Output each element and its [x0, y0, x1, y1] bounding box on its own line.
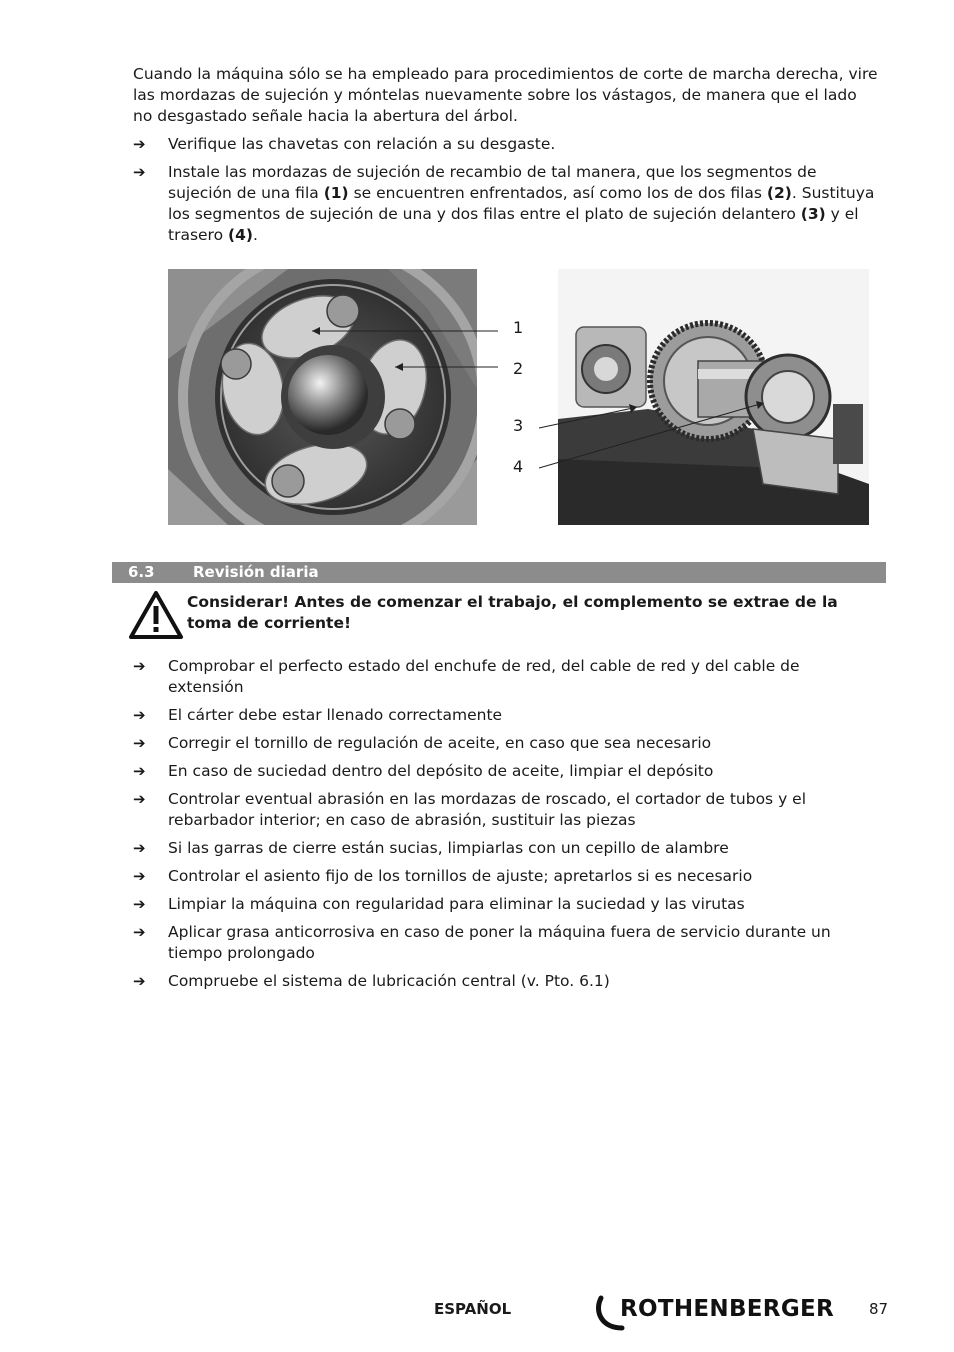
callout-ref-2: (2)	[766, 184, 792, 202]
arrow-bullet-icon: ➔	[133, 867, 146, 885]
callout-arrow-4	[756, 401, 764, 409]
list-item: ➔ Aplicar grasa anticorrosiva en caso de poner la máquina fuera de servicio durante un tiempo prolongado	[133, 923, 831, 962]
callout-lines-right	[535, 390, 775, 480]
callout-line-4	[539, 404, 760, 468]
arrow-bullet-icon: ➔	[133, 839, 146, 857]
callout-line-3	[539, 408, 633, 428]
list-item: ➔ Controlar el asiento fijo de los tornillos de ajuste; apretarlos si es necesario	[133, 867, 753, 885]
callout-label-2: 2	[513, 359, 524, 378]
arrow-bullet-icon: ➔	[133, 923, 146, 941]
arrow-bullet-icon: ➔	[133, 163, 146, 181]
list-item: ➔ En caso de suciedad dentro del depósito de aceite, limpiar el depósito	[133, 762, 714, 780]
section-number: 6.3	[128, 563, 155, 581]
list-item: ➔ Limpiar la máquina con regularidad para eliminar la suciedad y las virutas	[133, 895, 745, 913]
bullet-item	[133, 162, 878, 246]
arrow-bullet-icon: ➔	[133, 135, 146, 153]
callout-arrow-3	[629, 404, 637, 413]
section-title: Revisión diaria	[193, 563, 319, 581]
list-item: ➔ Comprobar el perfecto estado del enchufe de red, del cable de red y del cable de extensión	[133, 657, 800, 696]
bullet-item	[133, 134, 878, 155]
list-item: ➔ Controlar eventual abrasión en las mordazas de roscado, el cortador de tubos y el rebarbador interior; en caso de abrasión, sustituir las piezas	[133, 790, 807, 829]
callout-label-3: 3	[513, 416, 524, 435]
arrow-bullet-icon: ➔	[133, 895, 146, 913]
warning-triangle-icon	[128, 590, 184, 640]
warning-text: Considerar! Antes de comenzar el trabajo, el complemento se extrae de la toma de corriente!	[187, 593, 838, 632]
arrow-bullet-icon: ➔	[133, 790, 146, 808]
brand-name: ROTHENBERGER	[620, 1296, 835, 1322]
bullet-text: Instale las mordazas de sujeción de recambio de tal manera, que los segmentos de sujeción de una fila (1) se encuentren enfrentados, así como los de dos filas (2). Sustituya los segmentos de sujeción de una y dos filas entre el plato de sujeción delantero (3) y el trasero (4).	[168, 163, 875, 244]
callout-arrow-1	[312, 327, 320, 335]
callout-label-4: 4	[513, 457, 524, 476]
callout-label-1: 1	[513, 318, 524, 337]
callout-ref-4: (4)	[228, 226, 253, 244]
callout-ref-1: (1)	[323, 184, 349, 202]
list-item: ➔ Corregir el tornillo de regulación de aceite, en caso que sea necesario	[133, 734, 712, 752]
callout-lines	[300, 315, 510, 480]
bullet-text: Verifique las chavetas con relación a su desgaste.	[168, 135, 556, 153]
arrow-bullet-icon: ➔	[133, 657, 146, 675]
arrow-bullet-icon: ➔	[133, 706, 146, 724]
arrow-bullet-icon: ➔	[133, 762, 146, 780]
list-item: ➔ Compruebe el sistema de lubricación central (v. Pto. 6.1)	[133, 972, 610, 990]
list-item: ➔ Si las garras de cierre están sucias, limpiarlas con un cepillo de alambre	[133, 839, 729, 857]
arrow-bullet-icon: ➔	[133, 972, 146, 990]
callout-arrow-2	[395, 363, 403, 371]
list-item: ➔ El cárter debe estar llenado correctamente	[133, 706, 503, 724]
section-heading	[112, 562, 886, 583]
callout-ref-3: (3)	[800, 205, 826, 223]
arrow-bullet-icon: ➔	[133, 734, 146, 752]
page-number: 87	[869, 1300, 889, 1318]
intro-paragraph: Cuando la máquina sólo se ha empleado para procedimientos de corte de marcha derecha, vire las mordazas de sujeción y móntelas nuevamente sobre los vástagos, de manera que el lado no desgastado señale hacia la abertura del árbol.	[133, 65, 878, 125]
footer-language: ESPAÑOL	[434, 1300, 512, 1318]
